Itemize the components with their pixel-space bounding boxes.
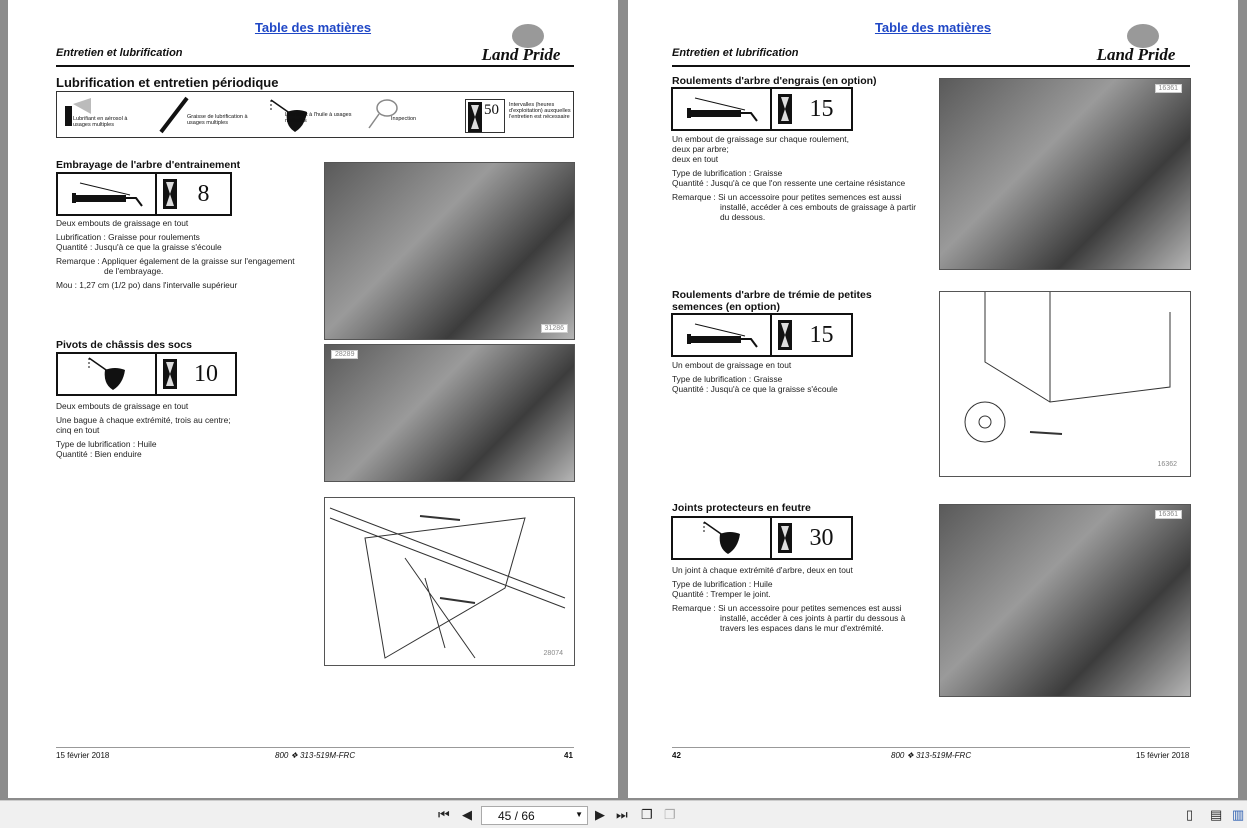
hourglass-icon xyxy=(778,94,792,124)
right-page xyxy=(628,0,1238,798)
legend-aerosol: Lubrifiant en aérosol à usages multiples xyxy=(73,116,128,128)
hourglass-icon xyxy=(163,359,177,389)
interval-hours: 10 xyxy=(194,360,218,387)
item-description xyxy=(672,565,927,637)
grease-gun-icon xyxy=(68,179,146,209)
land-pride-logo xyxy=(1081,22,1191,66)
left-page xyxy=(8,0,618,798)
photo-shank-pivots xyxy=(324,344,575,482)
item-title: Roulements d'arbre de trémie de petites semences (en option) xyxy=(672,289,872,313)
viewer-toolbar xyxy=(0,800,1247,828)
hourglass-icon xyxy=(778,320,792,350)
hourglass-icon xyxy=(468,102,482,132)
lubrication-legend xyxy=(56,91,574,138)
legend-oil: Lubrifiant à l'huile à usages multiples xyxy=(285,112,352,124)
section-title: Entretien et lubrification xyxy=(56,47,183,59)
copy-page-icon[interactable]: ❐ xyxy=(664,807,676,822)
page-number: 42 xyxy=(672,751,681,760)
interval-hours: 8 xyxy=(197,180,210,207)
text-line: deux par arbre; xyxy=(672,144,729,154)
land-pride-logo xyxy=(466,22,576,66)
lube-interval-box xyxy=(671,313,853,357)
text-line: Type de lubrification : Graisse xyxy=(672,168,783,178)
text-line: Quantité : Jusqu'à ce que la graisse s'écoule xyxy=(56,242,222,252)
legend-inspection: Inspection xyxy=(391,116,417,122)
item-title: Roulements d'arbre d'engrais (en option) xyxy=(672,75,877,87)
text-line: Quantité : Tremper le joint. xyxy=(672,589,771,599)
text-line: Type de lubrification : Huile xyxy=(672,579,773,589)
interval-hours: 15 xyxy=(809,321,834,348)
legend-grease: Graisse de lubrification à usages multiples xyxy=(187,114,248,126)
grease-gun-icon xyxy=(683,94,761,124)
single-page-view-icon[interactable]: ▯ xyxy=(1186,807,1194,822)
text-line: cinq en tout xyxy=(56,425,100,435)
figure-number: 16361 xyxy=(1155,510,1182,519)
item-description xyxy=(56,218,306,294)
figure-number: 16362 xyxy=(1155,461,1180,468)
item-title: Joints protecteurs en feutre xyxy=(672,502,811,514)
continuous-view-icon[interactable]: ▤ xyxy=(1210,807,1223,822)
text-line: Un joint à chaque extrémité d'arbre, deux en tout xyxy=(672,565,853,575)
interval-hours: 15 xyxy=(809,95,834,122)
page-indicator: 45 / 66 xyxy=(498,809,535,823)
item-description xyxy=(56,401,306,463)
lube-interval-box xyxy=(56,352,237,396)
header-rule xyxy=(56,65,574,67)
photo-drive-clutch xyxy=(324,162,575,340)
grease-gun-icon xyxy=(683,320,761,350)
footer-doc: 800 ❖ 313-519M-FRC xyxy=(275,751,356,760)
rotate-page-icon[interactable]: ❐ xyxy=(641,807,653,822)
grease-gun-icon xyxy=(157,96,191,136)
photo-felt-seals xyxy=(939,504,1191,697)
item-title: Pivots de châssis des socs xyxy=(56,339,192,351)
two-page-view-icon[interactable]: ▥ xyxy=(1232,807,1245,822)
figure-number: 28074 xyxy=(541,650,566,657)
text-line: Une bague à chaque extrémité, trois au centre; xyxy=(56,415,231,425)
chevron-down-icon: ▼ xyxy=(575,810,583,819)
text-line: Remarque : Si un accessoire pour petites semences est aussi installé, accéder à ces embouts de graissage à partir du dessous. xyxy=(672,192,916,222)
text-line: Lubrification : Graisse pour roulements xyxy=(56,232,200,242)
svg-text:Land Pride: Land Pride xyxy=(1096,45,1176,64)
svg-text:Land Pride: Land Pride xyxy=(481,45,561,64)
text-line: Un embout de graissage sur chaque roulement, xyxy=(672,134,849,144)
item-description xyxy=(672,134,927,226)
text-line: Type de lubrification : Graisse xyxy=(672,374,783,384)
section-title: Entretien et lubrification xyxy=(672,47,799,59)
lube-interval-box xyxy=(56,172,232,216)
lube-interval-box xyxy=(671,87,853,131)
drawing-frame-pivots xyxy=(324,497,575,666)
oil-can-icon xyxy=(700,518,744,558)
photo-fertilizer-bearings xyxy=(939,78,1191,270)
line-drawing xyxy=(940,292,1191,477)
text-line: Type de lubrification : Huile xyxy=(56,439,157,449)
text-line: deux en tout xyxy=(672,154,719,164)
hourglass-icon xyxy=(163,179,177,209)
footer-date: 15 février 2018 xyxy=(56,751,110,760)
previous-page-icon[interactable]: ◀ xyxy=(462,807,472,822)
text-line: Quantité : Jusqu'à ce que l'on ressente une certaine résistance xyxy=(672,178,906,188)
item-description xyxy=(672,360,927,394)
footer-doc: 800 ❖ 313-519M-FRC xyxy=(891,751,972,760)
first-page-icon[interactable]: ⏮ xyxy=(438,807,450,822)
drawing-seed-hopper-bearings xyxy=(939,291,1191,477)
toc-link[interactable]: Table des matières xyxy=(254,20,372,35)
oil-can-icon xyxy=(85,354,129,394)
next-page-icon[interactable]: ▶ xyxy=(595,807,605,822)
text-line: Un embout de graissage en tout xyxy=(672,360,792,370)
last-page-icon[interactable]: ⏭ xyxy=(616,807,628,822)
text-line: Quantité : Bien enduire xyxy=(56,449,142,459)
text-line: Remarque : Appliquer également de la graisse sur l'engagement de l'embrayage. xyxy=(56,256,295,276)
text-line: Quantité : Jusqu'à ce que la graisse s'écoule xyxy=(672,384,838,394)
header-rule xyxy=(672,65,1190,67)
page-number: 41 xyxy=(564,751,573,760)
figure-number: 28289 xyxy=(331,350,358,359)
line-drawing xyxy=(325,498,575,666)
text-line: Deux embouts de graissage en tout xyxy=(56,401,189,411)
legend-interval: Intervalles (heures d'exploitation) auxquelles l'entretien est nécessaire xyxy=(509,102,571,120)
lube-interval-box xyxy=(671,516,853,560)
page-selector[interactable] xyxy=(481,806,588,825)
hourglass-icon xyxy=(778,523,792,553)
figure-number: 31286 xyxy=(541,324,568,333)
footer-date: 15 février 2018 xyxy=(1136,751,1190,760)
legend-interval-box xyxy=(465,99,505,133)
page-heading: Lubrification et entretien périodique xyxy=(56,75,279,90)
footer-rule xyxy=(672,747,1190,748)
legend-interval-value: 50 xyxy=(484,102,499,118)
text-line: Deux embouts de graissage en tout xyxy=(56,218,189,228)
interval-hours: 30 xyxy=(809,524,834,551)
text-line: Remarque : Si un accessoire pour petites semences est aussi installé, accéder à ces joints à partir du dessous à travers les espaces dans le mur d'extrémité. xyxy=(672,603,906,633)
footer-rule xyxy=(56,747,574,748)
text-line: Mou : 1,27 cm (1/2 po) dans l'intervalle supérieur xyxy=(56,280,238,290)
item-title: Embrayage de l'arbre d'entrainement xyxy=(56,159,241,171)
magnifier-icon xyxy=(367,96,401,132)
figure-number: 16361 xyxy=(1155,84,1182,93)
toc-link[interactable]: Table des matières xyxy=(874,20,992,35)
